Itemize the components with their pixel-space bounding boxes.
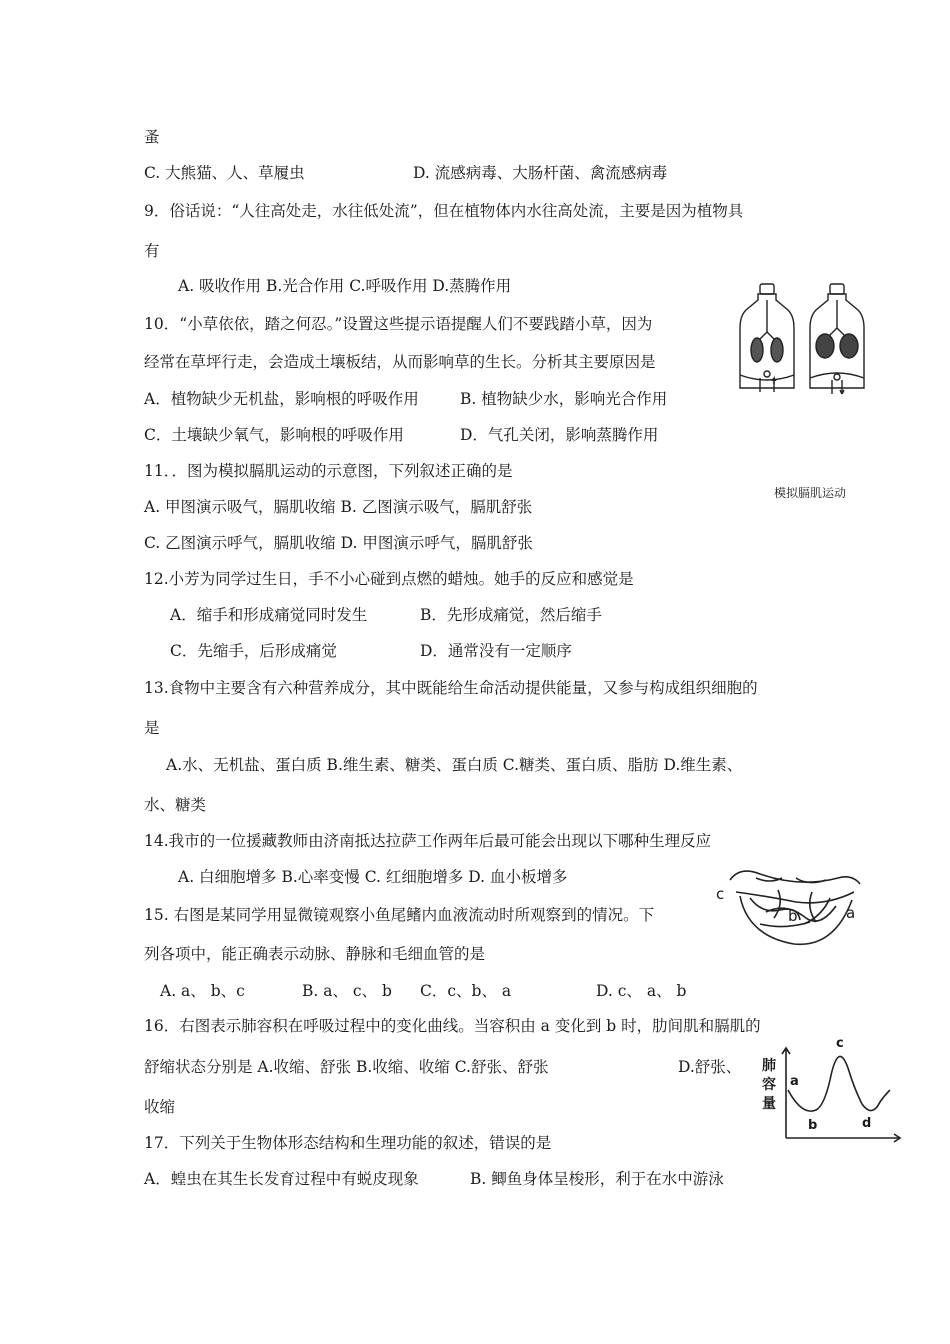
graph-point-b: b xyxy=(808,1118,818,1133)
text-line: 蚤 xyxy=(144,128,160,146)
question-16: 16．右图表示肺容积在呼吸过程中的变化曲线。当容积由 a 变化到 b 时，肋间肌和膈肌的 xyxy=(144,1017,761,1035)
graph-point-a: a xyxy=(790,1074,799,1089)
vessel-label-a: a xyxy=(846,904,856,922)
bell-jar-right xyxy=(810,284,864,394)
volume-curve xyxy=(788,1056,890,1111)
text-line: 是 xyxy=(144,719,160,737)
ylabel-char: 容 xyxy=(762,1077,776,1093)
graph-ylabel xyxy=(762,1057,778,1114)
vessel-label-b: b xyxy=(788,907,798,925)
option-c: C．土壤缺少氧气，影响根的呼吸作用 xyxy=(144,426,404,444)
options-9: A. 吸收作用 B.光合作用 C.呼吸作用 D.蒸腾作用 xyxy=(178,277,512,295)
text-line: 有 xyxy=(144,242,160,260)
option-b: B. 鲫鱼身体呈梭形，利于在水中游泳 xyxy=(470,1170,724,1188)
option-b: B. a、 c、 b xyxy=(302,982,392,1000)
option-b: B．先形成痛觉，然后缩手 xyxy=(420,606,602,624)
ylabel-char: 肺 xyxy=(762,1058,776,1074)
option-c: C．先缩手，后形成痛觉 xyxy=(170,642,337,660)
question-17: 17．下列关于生物体形态结构和生理功能的叙述，错误的是 xyxy=(144,1134,552,1152)
option-c: C．c、b、 a xyxy=(420,982,512,1000)
question-12: 12.小芳为同学过生日，手不小心碰到点燃的蜡烛。她手的反应和感觉是 xyxy=(144,570,634,588)
option-d: D．气孔关闭，影响蒸腾作用 xyxy=(460,426,659,444)
text-line: 收缩 xyxy=(144,1098,176,1116)
option-a: A．蝗虫在其生长发育过程中有蜕皮现象 xyxy=(144,1170,419,1188)
question-14: 14.我市的一位援藏教师由济南抵达拉萨工作两年后最可能会出现以下哪种生理反应 xyxy=(144,832,712,850)
option-d: D.舒张、 xyxy=(678,1058,742,1076)
text-line: 水、糖类 xyxy=(144,796,207,814)
question-10: 10．“小草依依，踏之何忍。”设置这些提示语提醒人们不要践踏小草，因为 xyxy=(144,315,653,333)
lung-volume-graph xyxy=(756,1040,906,1146)
text-line: 列各项中，能正确表示动脉、静脉和毛细血管的是 xyxy=(144,945,486,963)
bell-jar-left xyxy=(740,284,794,392)
graph-point-d: d xyxy=(862,1116,872,1131)
question-9: 9．俗话说：“人往高处走，水往低处流”，但在植物体内水往高处流，主要是因为植物具 xyxy=(144,202,744,220)
option-a: A．植物缺少无机盐，影响根的呼吸作用 xyxy=(144,390,419,408)
question-15: 15. 右图是某同学用显微镜观察小鱼尾鳍内血液流动时所观察到的情况。下 xyxy=(144,906,655,924)
diaphragm-model-figure xyxy=(738,280,868,410)
option-a: A. a、 b、c xyxy=(160,982,245,1000)
options-16: 舒缩状态分别是 A.收缩、舒张 B.收缩、收缩 C.舒张、舒张 xyxy=(144,1058,549,1076)
option-d: D. c、 a、 b xyxy=(596,982,687,1000)
options-11-cd: C. 乙图演示呼气，膈肌收缩 D. 甲图演示呼气，膈肌舒张 xyxy=(144,534,533,552)
question-11: 11．．图为模拟膈肌运动的示意图，下列叙述正确的是 xyxy=(144,462,513,480)
options-14: A. 白细胞增多 B.心率变慢 C. 红细胞增多 D. 血小板增多 xyxy=(178,868,568,886)
vessel-label-c: c xyxy=(716,885,725,903)
option-a: A．缩手和形成痛觉同时发生 xyxy=(170,606,368,624)
diaphragm-caption: 模拟膈肌运动 xyxy=(774,486,847,500)
ylabel-char: 量 xyxy=(762,1096,776,1112)
option-d: D．通常没有一定顺序 xyxy=(420,642,572,660)
option-d: D. 流感病毒、大肠杆菌、禽流感病毒 xyxy=(413,164,668,182)
options-13: A.水、无机盐、蛋白质 B.维生素、糖类、蛋白质 C.糖类、蛋白质、脂肪 D.维生素、 xyxy=(166,756,743,774)
text-line: 经常在草坪行走，会造成土壤板结，从而影响草的生长。分析其主要原因是 xyxy=(144,353,656,371)
option-c: C. 大熊猫、人、草履虫 xyxy=(144,164,305,182)
option-b: B. 植物缺少水，影响光合作用 xyxy=(460,390,668,408)
graph-point-c: c xyxy=(836,1036,844,1051)
question-13: 13.食物中主要含有六种营养成分，其中既能给生命活动提供能量，又参与构成组织细胞的 xyxy=(144,679,758,697)
options-11-ab: A. 甲图演示吸气，膈肌收缩 B. 乙图演示吸气，膈肌舒张 xyxy=(144,498,533,516)
